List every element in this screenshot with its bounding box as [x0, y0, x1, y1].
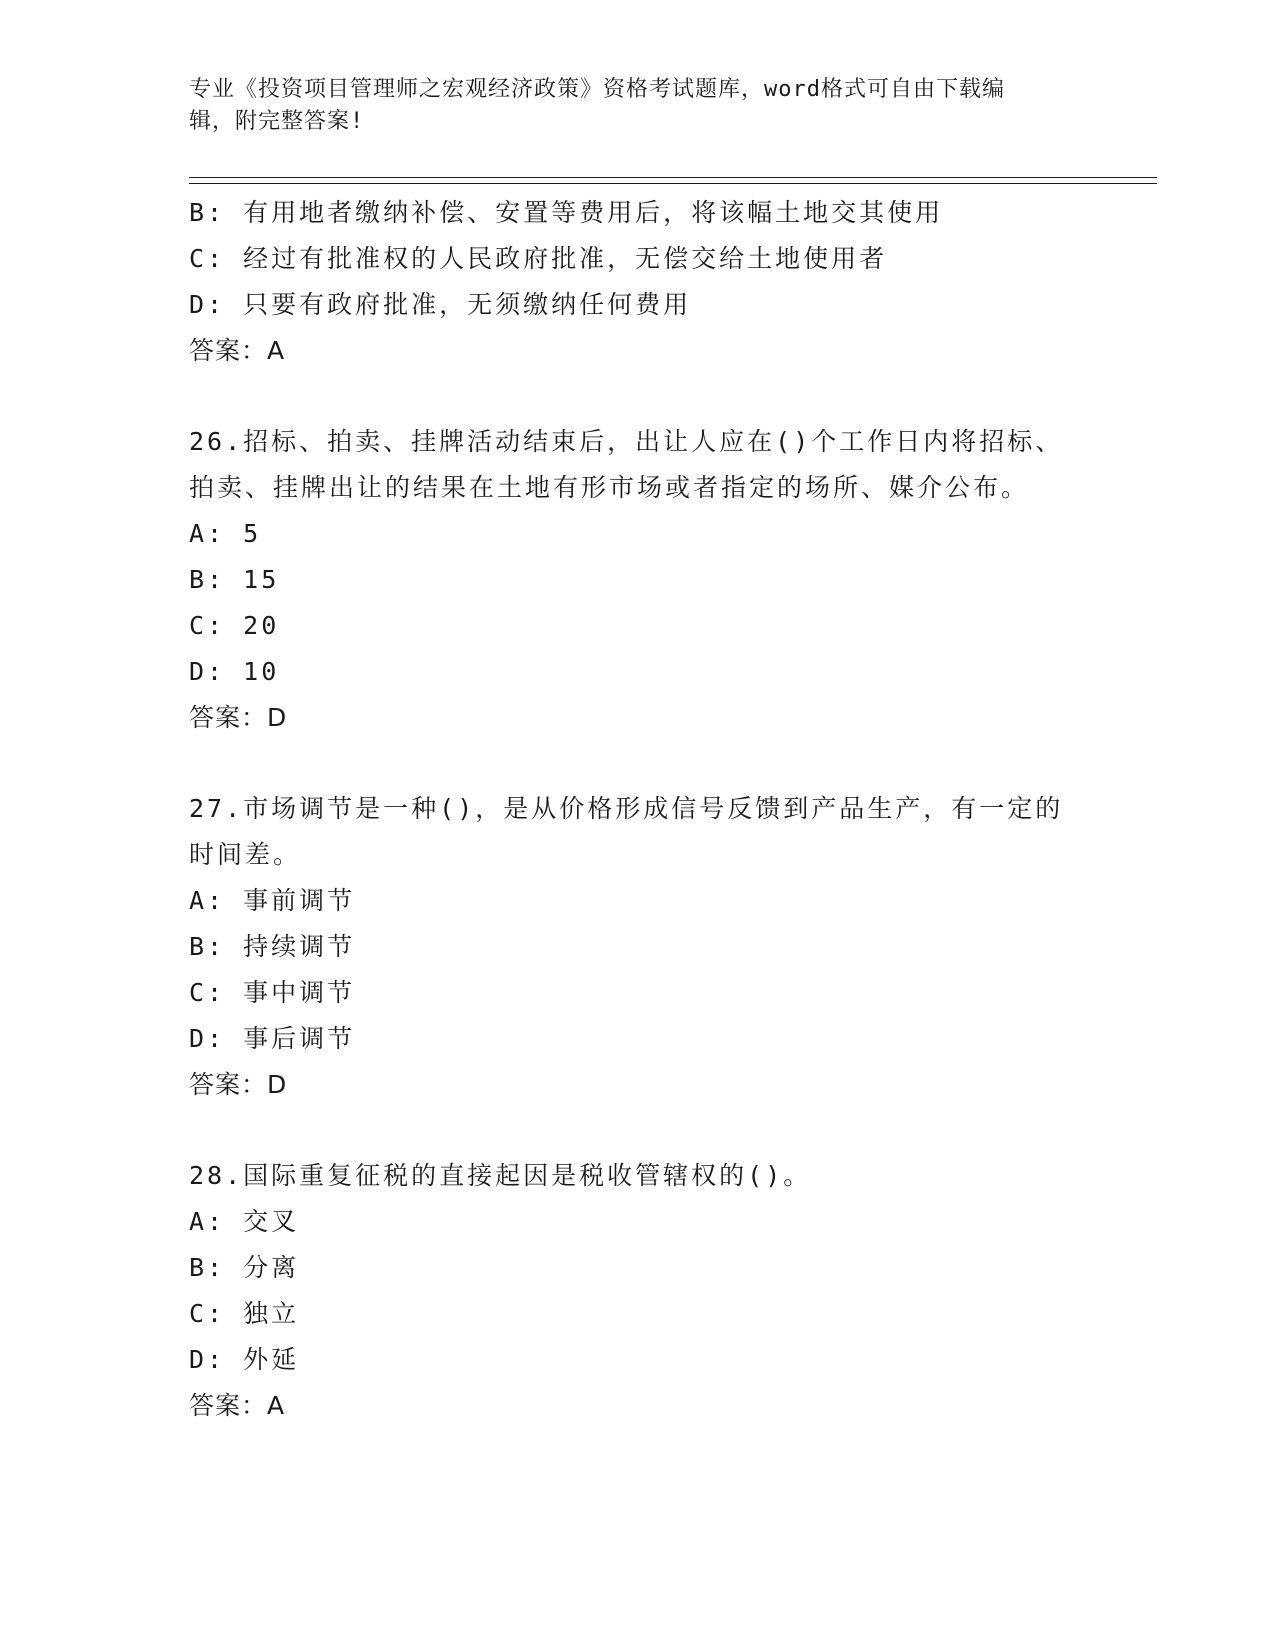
question-list — [189, 190, 1089, 1429]
question-spacer — [189, 1108, 1089, 1153]
question-stem-line-1: 28.国际重复征税的直接起因是税收管辖权的()。 — [189, 1161, 812, 1190]
answer-line: 答案：A — [189, 1391, 286, 1420]
question-26 — [189, 419, 1089, 741]
option-b: B: 有用地者缴纳补偿、安置等费用后，将该幅土地交其使用 — [189, 198, 944, 227]
answer-line: 答案：D — [189, 1070, 288, 1099]
header-divider-top — [189, 177, 1157, 178]
option-c: C: 经过有批准权的人民政府批准，无偿交给土地使用者 — [189, 244, 888, 273]
question-spacer — [189, 374, 1089, 419]
option-a: A: 事前调节 — [189, 886, 356, 915]
option-c: C: 20 — [189, 611, 280, 640]
question-25-tail — [189, 190, 1089, 374]
header-line-2: 辑，附完整答案! — [189, 109, 365, 134]
question-stem-line-1: 27.市场调节是一种()，是从价格形成信号反馈到产品生产，有一定的 — [189, 794, 1064, 823]
option-d: D: 只要有政府批准，无须缴纳任何费用 — [189, 290, 692, 319]
question-27 — [189, 786, 1089, 1108]
header-line-1: 专业《投资项目管理师之宏观经济政策》资格考试题库，word格式可自由下载编 — [189, 77, 1005, 102]
question-stem — [189, 419, 1069, 511]
option-b: B: 持续调节 — [189, 932, 356, 961]
option-d: D: 10 — [189, 657, 280, 686]
option-b: B: 15 — [189, 565, 280, 594]
header-divider-bottom — [189, 183, 1157, 184]
option-b: B: 分离 — [189, 1253, 300, 1282]
answer-line: 答案：D — [189, 703, 288, 732]
question-28 — [189, 1153, 1089, 1429]
question-stem-line-2: 拍卖、挂牌出让的结果在土地有形市场或者指定的场所、媒介公布。 — [189, 473, 1030, 502]
question-stem — [189, 1153, 1069, 1199]
question-stem-line-2: 时间差。 — [189, 840, 302, 869]
option-a: A: 5 — [189, 519, 262, 548]
option-d: D: 事后调节 — [189, 1024, 356, 1053]
question-stem-line-1: 26.招标、拍卖、挂牌活动结束后，出让人应在()个工作日内将招标、 — [189, 427, 1064, 456]
option-d: D: 外延 — [189, 1345, 300, 1374]
question-stem — [189, 786, 1069, 878]
option-c: C: 事中调节 — [189, 978, 356, 1007]
answer-line: 答案：A — [189, 336, 286, 365]
question-spacer — [189, 741, 1089, 786]
option-a: A: 交叉 — [189, 1207, 300, 1236]
document-header — [189, 74, 1079, 138]
option-c: C: 独立 — [189, 1299, 300, 1328]
